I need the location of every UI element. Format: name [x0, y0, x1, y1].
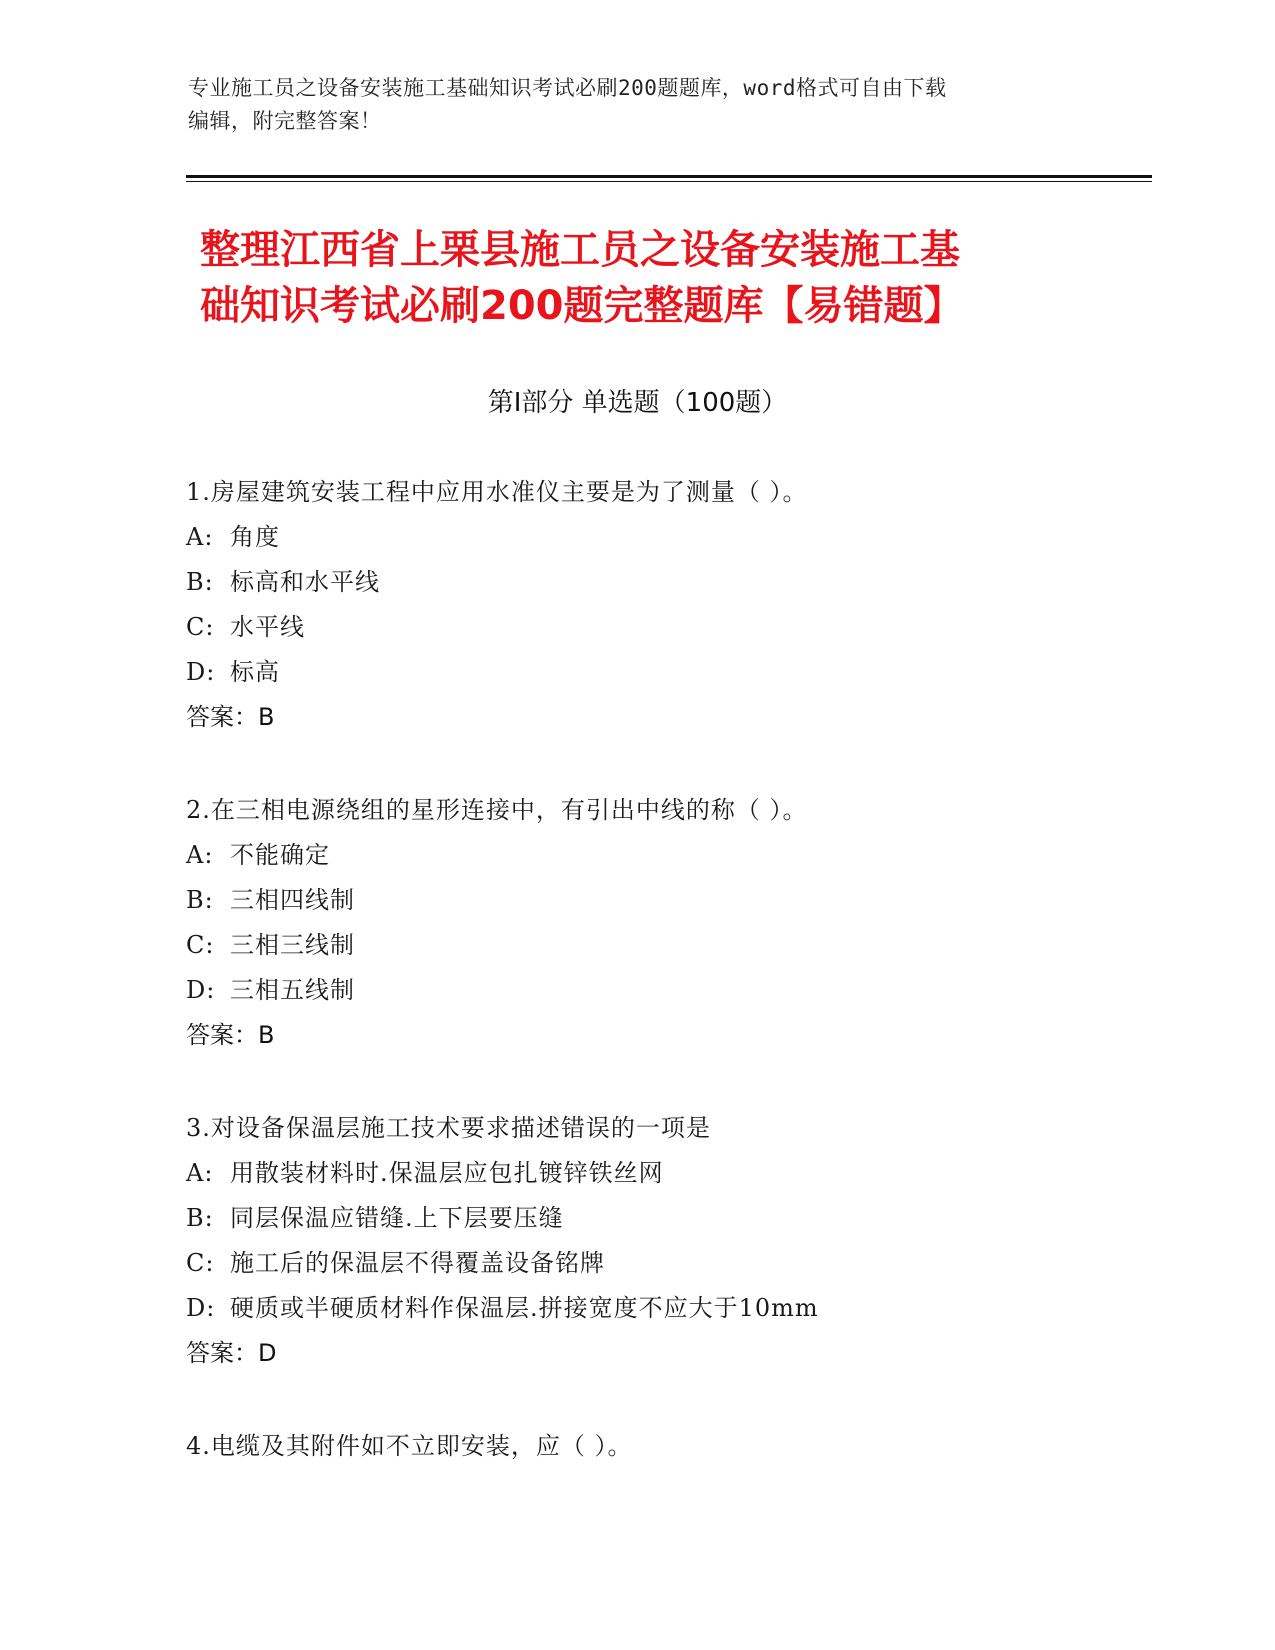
option-key: D: [186, 1294, 216, 1322]
option-key: B: [186, 886, 214, 914]
question-answer: 答案：B [186, 703, 275, 731]
question-option-d [186, 968, 1146, 1013]
question-option-b [186, 560, 1146, 605]
question-stem: 1.房屋建筑安装工程中应用水准仪主要是为了测量（ ）。 [186, 478, 808, 506]
header-note-line-1: 专业施工员之设备安装施工基础知识考试必刷200题题库，word格式可自由下载 [188, 76, 947, 100]
question-answer: 答案：B [186, 1021, 275, 1049]
option-text: 标高 [230, 658, 280, 686]
option-key: D: [186, 658, 216, 686]
question-item [186, 1424, 1146, 1469]
question-option-c [186, 923, 1146, 968]
question-option-a [186, 833, 1146, 878]
option-text: 三相五线制 [230, 976, 355, 1004]
question-option-a [186, 1151, 1146, 1196]
option-text: 同层保温应错缝.上下层要压缝 [230, 1204, 564, 1232]
header-note-line-2: 编辑，附完整答案！ [188, 109, 382, 133]
question-answer: 答案：D [186, 1339, 277, 1367]
option-key: A: [186, 1159, 214, 1187]
question-option-c [186, 1241, 1146, 1286]
question-stem: 2.在三相电源绕组的星形连接中，有引出中线的称（ ）。 [186, 796, 808, 824]
document-title-line-1: 整理江西省上栗县施工员之设备安装施工基 [200, 227, 960, 273]
option-key: C: [186, 931, 215, 959]
option-text: 水平线 [230, 613, 305, 641]
option-text: 标高和水平线 [230, 568, 380, 596]
question-option-d [186, 650, 1146, 695]
option-text: 三相四线制 [230, 886, 355, 914]
question-option-c [186, 605, 1146, 650]
question-stem: 3.对设备保温层施工技术要求描述错误的一项是 [186, 1114, 711, 1142]
document-title [200, 222, 1100, 334]
section-title: 第Ⅰ部分 单选题（100题） [487, 388, 788, 418]
question-option-d [186, 1286, 1146, 1331]
question-option-b [186, 1196, 1146, 1241]
header-divider-thick [186, 175, 1152, 178]
option-key: D: [186, 976, 216, 1004]
option-text: 硬质或半硬质材料作保温层.拼接宽度不应大于10mm [230, 1294, 819, 1322]
option-text: 角度 [230, 523, 280, 551]
document-header-note [188, 72, 1088, 138]
question-stem: 4.电缆及其附件如不立即安装，应（ ）。 [186, 1432, 633, 1460]
option-key: A: [186, 523, 214, 551]
question-item [186, 1106, 1146, 1376]
question-option-b [186, 878, 1146, 923]
option-text: 三相三线制 [230, 931, 355, 959]
option-text: 用散装材料时.保温层应包扎镀锌铁丝网 [230, 1159, 664, 1187]
question-list [186, 470, 1146, 1517]
option-text: 施工后的保温层不得覆盖设备铭牌 [230, 1249, 605, 1277]
option-key: B: [186, 1204, 214, 1232]
option-key: A: [186, 841, 214, 869]
question-option-a [186, 515, 1146, 560]
question-item [186, 470, 1146, 740]
question-item [186, 788, 1146, 1058]
option-key: C: [186, 1249, 215, 1277]
option-key: B: [186, 568, 214, 596]
option-key: C: [186, 613, 215, 641]
header-divider-thin [186, 181, 1152, 182]
option-text: 不能确定 [230, 841, 330, 869]
document-title-line-2: 础知识考试必刷200题完整题库【易错题】 [200, 283, 964, 329]
